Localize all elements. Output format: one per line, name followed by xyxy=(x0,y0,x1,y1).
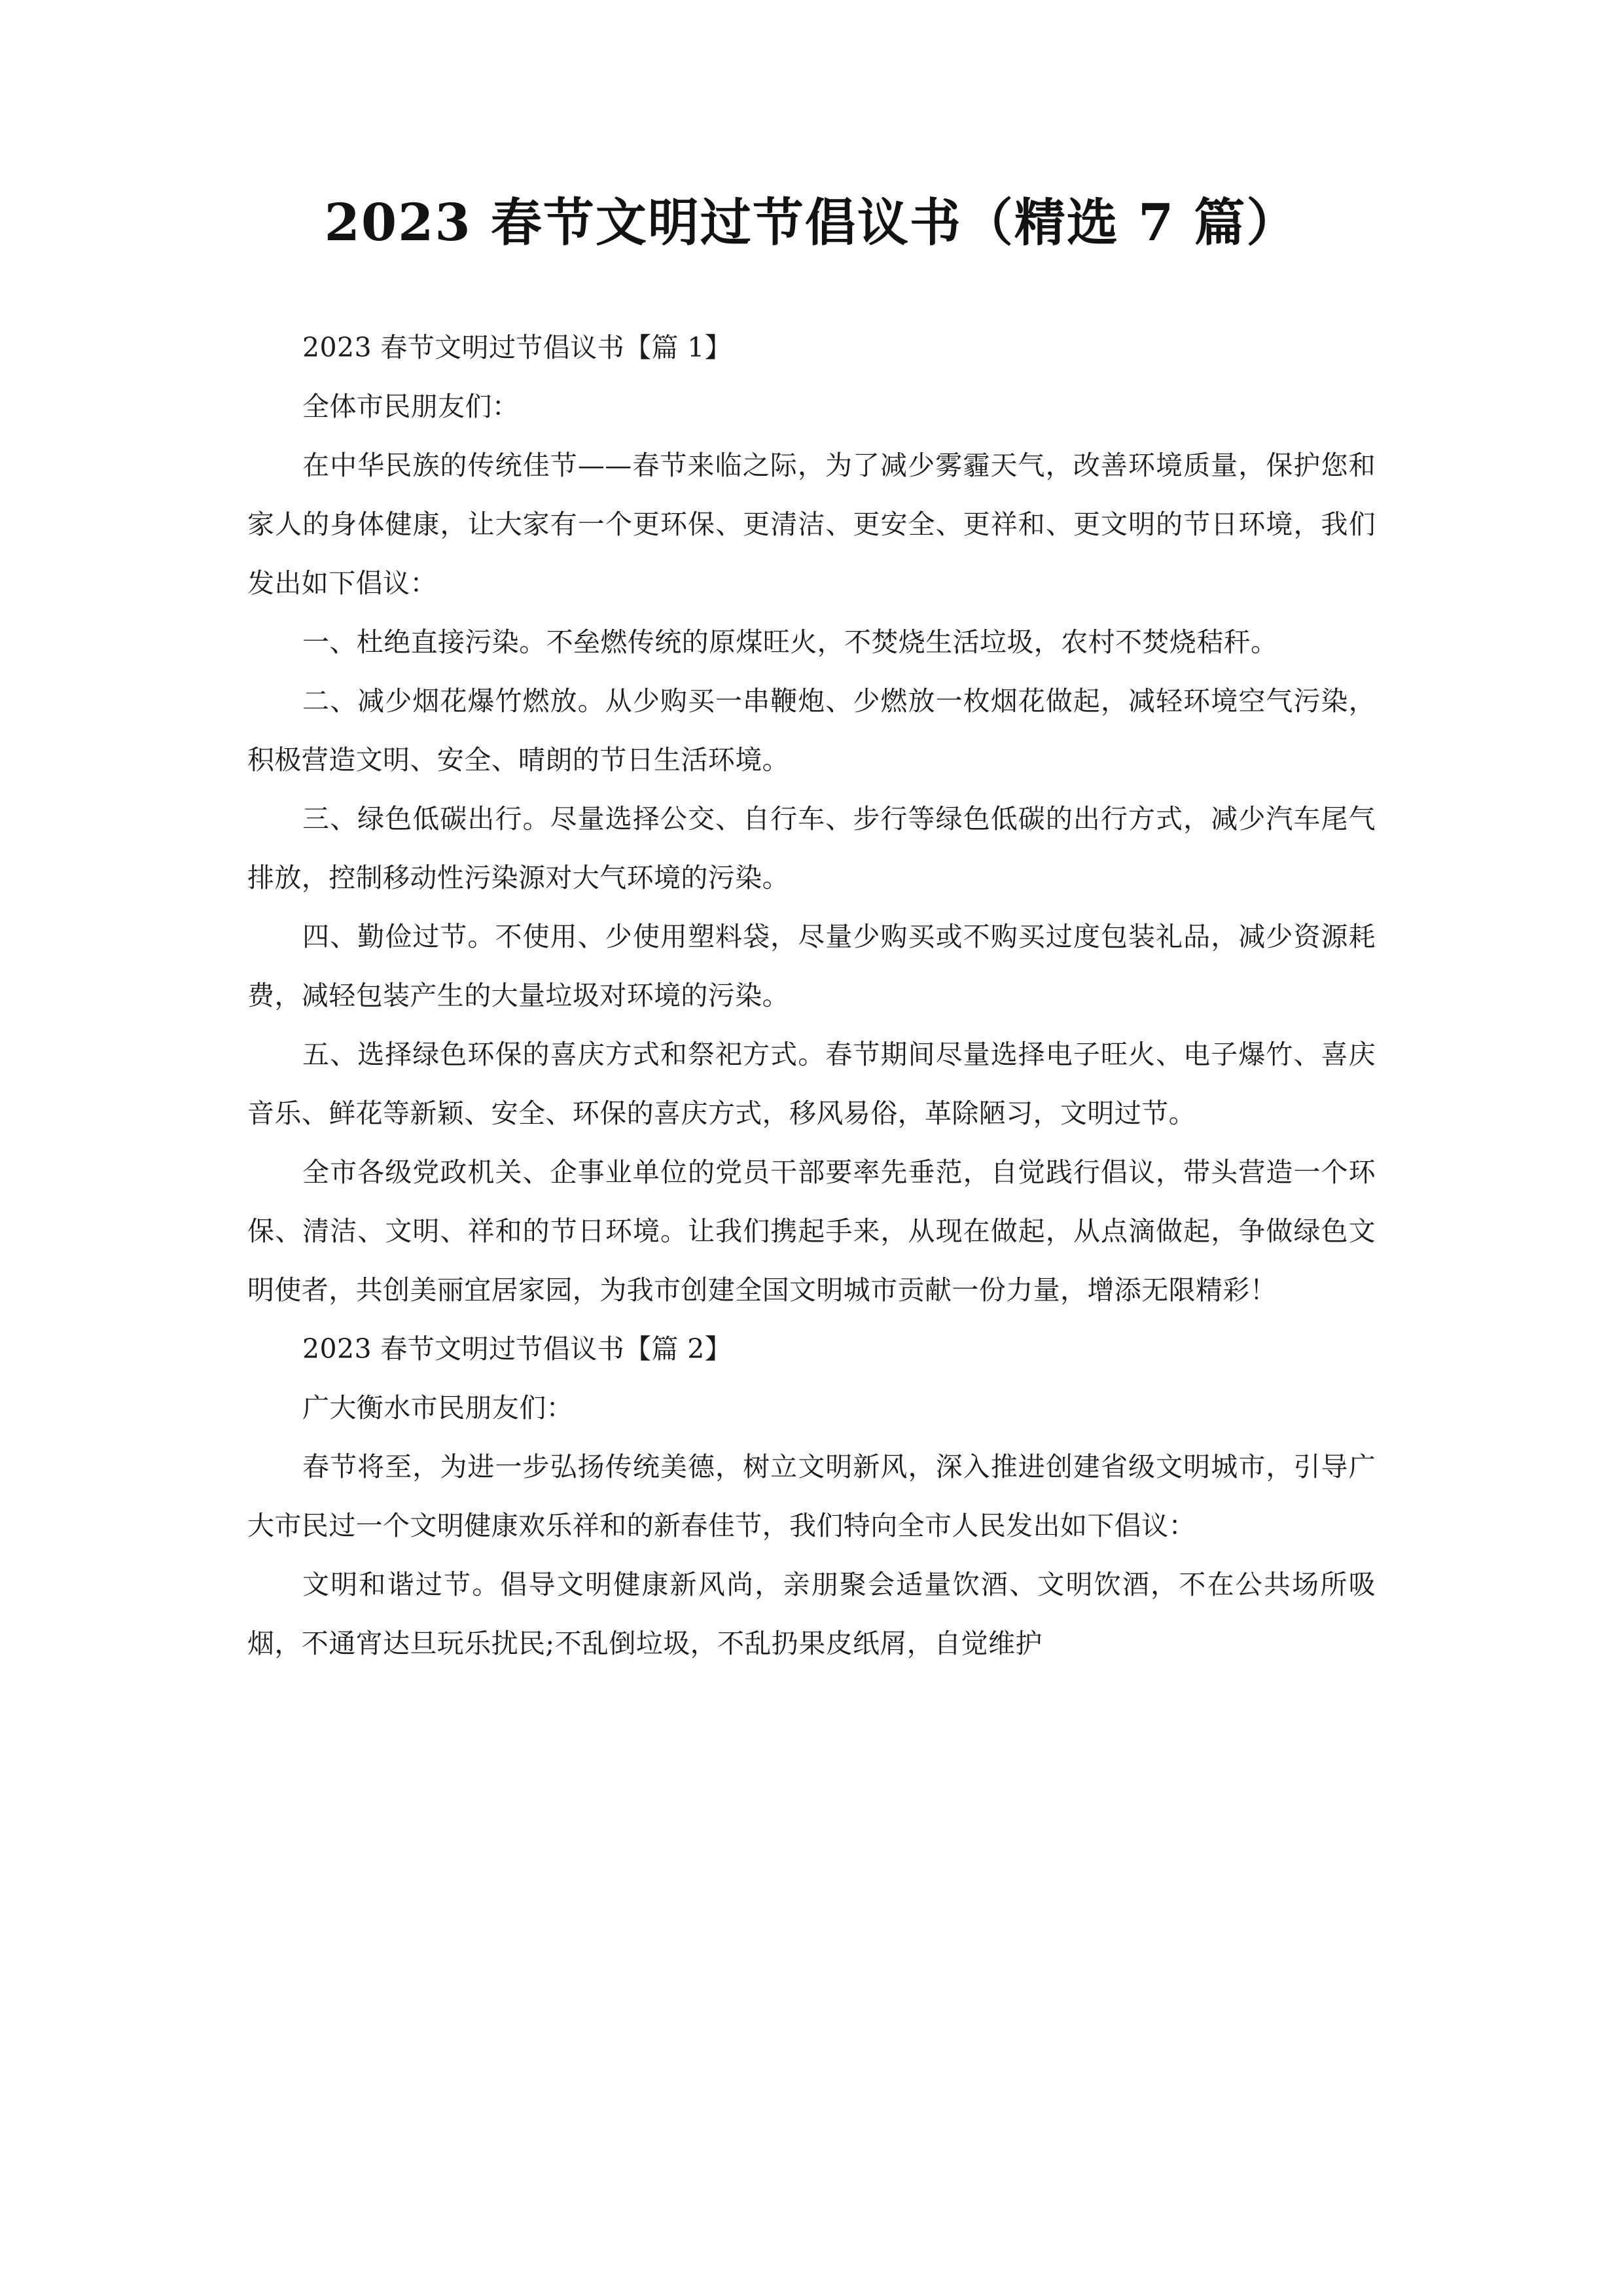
section-heading-part-1: 2023 春节文明过节倡议书【篇 1】 xyxy=(302,331,732,363)
document-body xyxy=(247,318,1376,1673)
list-item-two: 二、减少烟花爆竹燃放。从少购买一串鞭炮、少燃放一枚烟花做起，减轻环境空气污染，积极营造文明、安全、晴朗的节日生活环境。 xyxy=(247,685,1376,776)
document-content xyxy=(247,0,1376,1673)
section-heading-part-2: 2023 春节文明过节倡议书【篇 2】 xyxy=(302,1333,732,1365)
list-item-five: 五、选择绿色环保的喜庆方式和祭祀方式。春节期间尽量选择电子旺火、电子爆竹、喜庆音乐、鲜花等新颖、安全、环保的喜庆方式，移风易俗，革除陋习，文明过节。 xyxy=(247,1038,1376,1129)
page-title: 2023 春节文明过节倡议书（精选 7 篇） xyxy=(324,193,1299,253)
salutation-part-2: 广大衡水市民朋友们： xyxy=(302,1391,573,1424)
salutation-part-1: 全体市民朋友们： xyxy=(302,390,520,422)
paragraph-closing-part-1: 全市各级党政机关、企事业单位的党员干部要率先垂范，自觉践行倡议，带头营造一个环保、清洁、文明、祥和的节日环境。让我们携起手来，从现在做起，从点滴做起，争做绿色文明使者，共创美丽宜居家园，为我市创建全国文明城市贡献一份力量，增添无限精彩！ xyxy=(247,1156,1376,1306)
list-item-one: 一、杜绝直接污染。不垒燃传统的原煤旺火，不焚烧生活垃圾，农村不焚烧秸秆。 xyxy=(302,626,1278,658)
list-item-three: 三、绿色低碳出行。尽量选择公交、自行车、步行等绿色低碳的出行方式，减少汽车尾气排放，控制移动性污染源对大气环境的污染。 xyxy=(247,802,1376,893)
list-item-four: 四、勤俭过节。不使用、少使用塑料袋，尽量少购买或不购买过度包装礼品，减少资源耗费，减轻包装产生的大量垃圾对环境的污染。 xyxy=(247,920,1376,1011)
paragraph-intro-part-1: 在中华民族的传统佳节——春节来临之际，为了减少雾霾天气，改善环境质量，保护您和家人的身体健康，让大家有一个更环保、更清洁、更安全、更祥和、更文明的节日环境，我们发出如下倡议： xyxy=(247,449,1376,599)
paragraph-civilized-festival: 文明和谐过节。倡导文明健康新风尚，亲朋聚会适量饮酒、文明饮酒，不在公共场所吸烟，不通宵达旦玩乐扰民;不乱倒垃圾，不乱扔果皮纸屑，自觉维护 xyxy=(247,1568,1376,1659)
paragraph-intro-part-2: 春节将至，为进一步弘扬传统美德，树立文明新风，深入推进创建省级文明城市，引导广大市民过一个文明健康欢乐祥和的新春佳节，我们特向全市人民发出如下倡议： xyxy=(247,1450,1376,1541)
